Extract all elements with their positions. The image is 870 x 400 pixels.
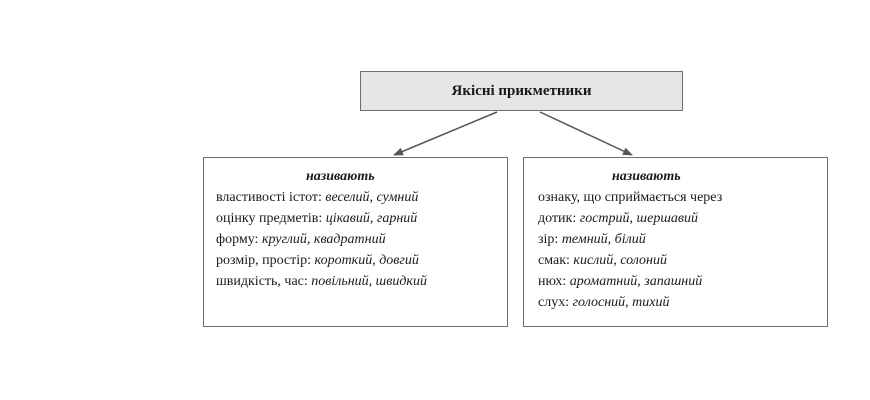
left-line-label: властивості істот: bbox=[216, 190, 326, 205]
right-line-examples: голосний, тихий bbox=[572, 295, 670, 310]
right-line-examples: ароматний, запашний bbox=[569, 274, 703, 289]
left-line bbox=[216, 271, 507, 292]
left-line bbox=[216, 208, 507, 229]
left-panel bbox=[203, 157, 508, 327]
right-line-label: слух: bbox=[538, 295, 573, 310]
arrow-to-right-panel bbox=[540, 112, 632, 155]
right-panel-intro: ознаку, що сприймається через bbox=[538, 190, 723, 205]
right-panel-heading: називають bbox=[612, 169, 681, 184]
left-line bbox=[216, 187, 507, 208]
right-line bbox=[538, 229, 827, 250]
right-line-label: смак: bbox=[538, 253, 574, 268]
right-panel bbox=[523, 157, 828, 327]
right-line-examples: кислий, солоний bbox=[573, 253, 667, 268]
left-line-label: швидкість, час: bbox=[216, 274, 312, 289]
right-line-label: зір: bbox=[538, 232, 562, 247]
left-line-examples: круглий, квадратний bbox=[261, 232, 386, 247]
arrow-to-left-panel bbox=[394, 112, 497, 155]
right-line-label: нюх: bbox=[538, 274, 570, 289]
diagram-title-text: Якісні прикметники bbox=[451, 82, 592, 99]
right-line-examples: темний, білий bbox=[561, 232, 646, 247]
left-line bbox=[216, 229, 507, 250]
left-line-examples: цікавий, гарний bbox=[325, 211, 418, 226]
left-panel-heading: називають bbox=[306, 169, 375, 184]
right-line bbox=[538, 250, 827, 271]
left-line-label: розмір, простір: bbox=[216, 253, 315, 268]
left-line-examples: веселий, сумний bbox=[325, 190, 419, 205]
left-line-examples: короткий, довгий bbox=[314, 253, 419, 268]
right-line bbox=[538, 271, 827, 292]
diagram-title bbox=[360, 71, 683, 111]
left-line-examples: повільний, швидкий bbox=[311, 274, 427, 289]
left-line-label: оцінку предметів: bbox=[216, 211, 326, 226]
right-line-label: дотик: bbox=[538, 211, 580, 226]
left-line bbox=[216, 250, 507, 271]
right-line bbox=[538, 292, 827, 313]
right-line-examples: гострий, шершавий bbox=[579, 211, 698, 226]
right-line bbox=[538, 208, 827, 229]
left-line-label: форму: bbox=[216, 232, 262, 247]
